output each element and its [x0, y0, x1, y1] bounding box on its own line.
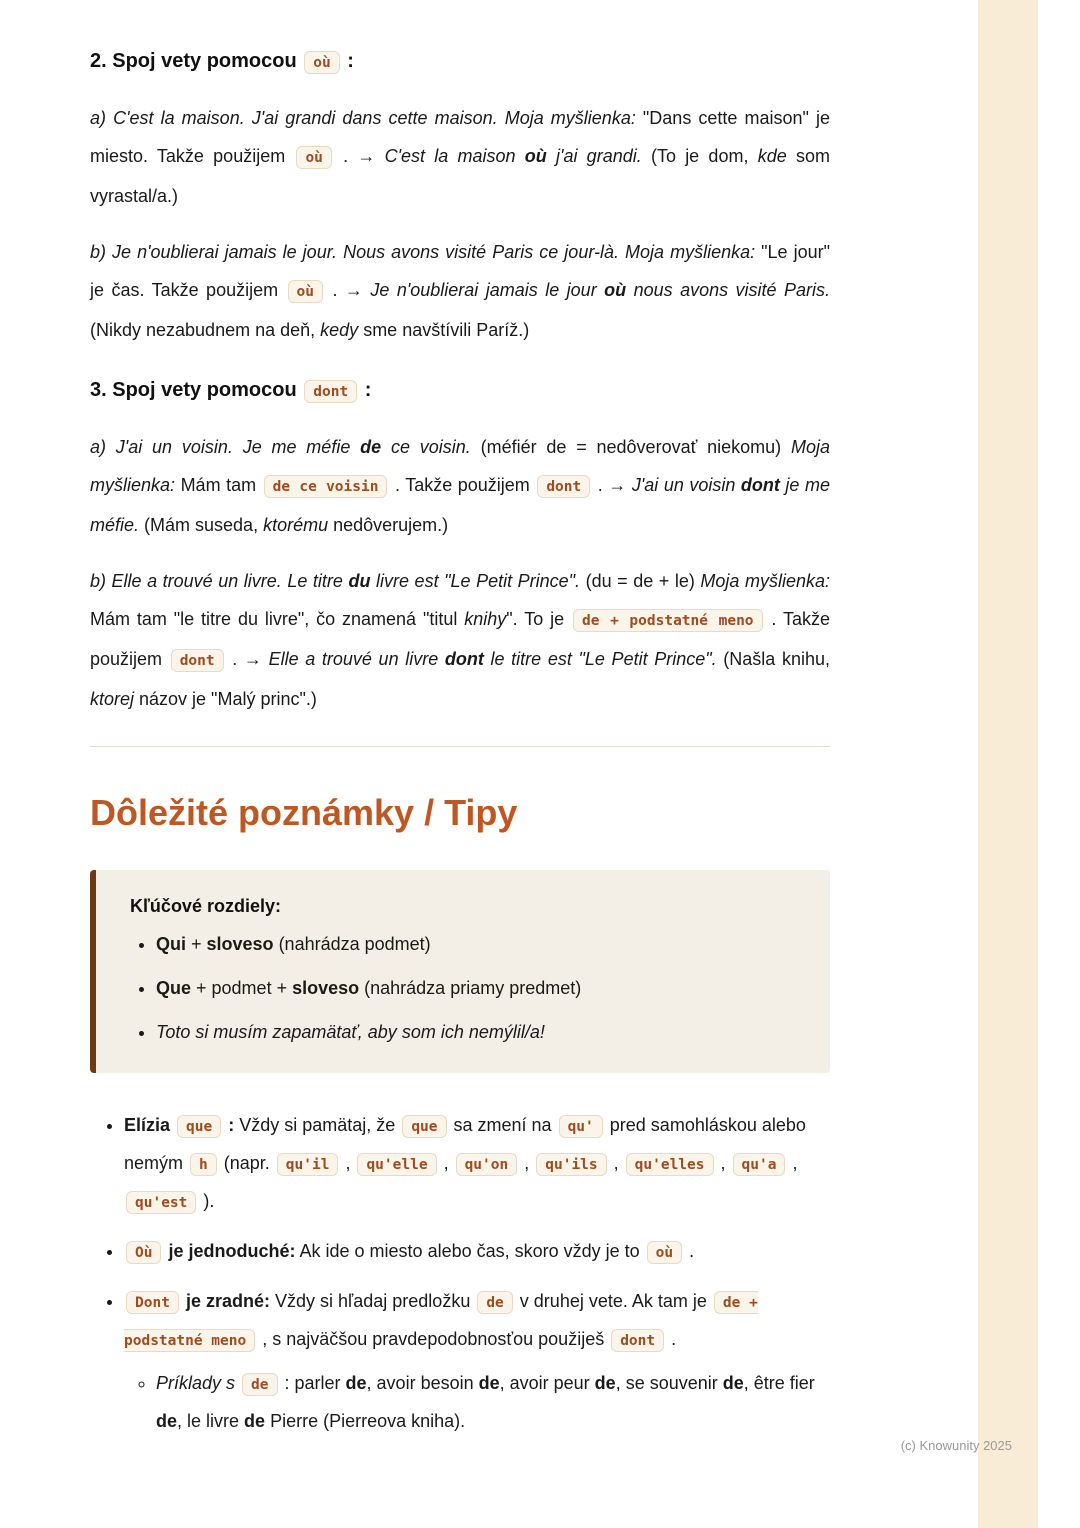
text-run: de: [478, 1373, 500, 1394]
tip-dont-text: [124, 1291, 758, 1349]
text-run: . →: [225, 649, 269, 669]
text-run: :: [341, 50, 354, 72]
text-run: livre est "Le Petit Prince".: [370, 571, 586, 591]
text-run: kedy: [320, 320, 359, 340]
text-run: 2. Spoj vety pomocou: [90, 50, 303, 72]
text-run: (To je dom,: [650, 146, 758, 166]
tip-elision-text: [124, 1115, 806, 1211]
text-run: Moja myšlienka:: [90, 437, 830, 495]
paragraph-2a: [90, 99, 830, 215]
text-run: v druhej vete. Ak tam je: [514, 1291, 712, 1312]
callout-item-que: [156, 973, 802, 1003]
code-chip: dont: [304, 380, 357, 403]
text-run: , se souvenir: [615, 1373, 723, 1394]
text-run: pred samohláskou alebo nemým: [124, 1115, 806, 1174]
text-run: ).: [198, 1191, 215, 1212]
code-chip: de + podstatné meno: [573, 609, 763, 632]
text-run: ktorému: [263, 515, 329, 535]
text-run: de: [156, 1411, 178, 1432]
text-run: . →: [592, 475, 632, 495]
section-divider: [90, 746, 830, 747]
tip-dont-examples: [156, 1365, 830, 1439]
text-run: (nahrádza priamy predmet): [359, 978, 582, 999]
text-run: de: [722, 1373, 744, 1394]
text-run: ktorej: [90, 689, 135, 709]
code-chip: qu'elles: [626, 1153, 714, 1176]
text-run: . →: [325, 280, 371, 300]
text-run: , avoir besoin: [366, 1373, 479, 1394]
text-run: (Nikdy nezabudnem na deň,: [90, 320, 321, 340]
text-run: Que: [156, 978, 192, 999]
code-chip: dont: [611, 1329, 664, 1352]
text-run: de: [345, 1373, 367, 1394]
code-chip: de: [242, 1373, 277, 1396]
code-chip: de: [477, 1291, 512, 1314]
text-run: Pierre (Pierreova kniha).: [265, 1411, 466, 1432]
text-run: nous avons visité Paris.: [626, 280, 831, 300]
code-chip: qu'on: [456, 1153, 518, 1176]
code-chip: où: [296, 146, 331, 169]
text-run: j'ai grandi.: [546, 146, 651, 166]
text-run: ,: [340, 1153, 356, 1174]
text-run: :: [359, 379, 372, 401]
code-chip: de ce voisin: [264, 475, 388, 498]
code-chip: qu': [559, 1115, 603, 1138]
code-chip: qu'elle: [357, 1153, 436, 1176]
text-run: Moja myšlienka:: [700, 571, 830, 591]
text-run: le titre est "Le Petit Prince".: [483, 649, 724, 669]
text-run: Elízia: [124, 1115, 176, 1136]
text-run: a) C'est la maison. J'ai grandi dans cette maison. Moja myšlienka:: [90, 108, 643, 128]
callout-title: Kľúčové rozdiely:: [130, 896, 281, 917]
text-run: où: [524, 146, 547, 166]
text-run: .: [684, 1241, 695, 1262]
text-run: je me méfie.: [90, 475, 830, 535]
text-run: ,: [715, 1153, 731, 1174]
text-run: sa zmení na: [448, 1115, 557, 1136]
text-run: Je n'oublierai jamais le jour: [370, 280, 605, 300]
callout-item-reminder: [156, 1017, 802, 1047]
tip-elision: [124, 1107, 830, 1221]
text-run: b) Je n'oublierai jamais le jour. Nous avons visité Paris ce jour-là. Moja myšlienka:: [90, 242, 762, 262]
code-chip: Dont: [126, 1291, 179, 1314]
text-run: ". To je: [506, 609, 572, 629]
code-chip: qu'ils: [536, 1153, 606, 1176]
text-run: Mám tam "le titre du livre", čo znamená "titul: [90, 609, 465, 629]
text-run: (méfiér de = nedôverovať niekomu): [480, 437, 791, 457]
text-run: b) Elle a trouvé un livre. Le titre: [90, 571, 349, 591]
text-run: , le livre: [177, 1411, 245, 1432]
code-chip: qu'est: [126, 1191, 196, 1214]
tip-dont-examples-text: [156, 1373, 815, 1431]
copyright: (c) Knowunity 2025: [900, 1438, 1012, 1453]
text-run: 3. Spoj vety pomocou: [90, 379, 303, 401]
text-run: (nahrádza podmet): [273, 934, 431, 955]
section-2-heading: [90, 50, 830, 73]
text-run: ,: [438, 1153, 454, 1174]
text-run: kde: [757, 146, 787, 166]
notes-heading: Dôležité poznámky / Tipy: [90, 792, 518, 833]
text-run: Vždy si hľadaj predložku: [269, 1291, 476, 1312]
text-run: de: [244, 1411, 266, 1432]
text-run: : parler: [279, 1373, 346, 1394]
text-run: "Dans cette maison" je miesto. Takže použijem: [90, 108, 830, 166]
code-chip: de + podstatné meno: [124, 1291, 758, 1352]
text-run: knihy: [464, 609, 507, 629]
text-run: J'ai un voisin: [631, 475, 741, 495]
tip-dont: [124, 1283, 830, 1439]
page-edge-strip: [978, 0, 1038, 1528]
text-run: dont: [740, 475, 780, 495]
text-run: , avoir peur: [499, 1373, 595, 1394]
code-chip: où: [647, 1241, 682, 1264]
text-run: C'est la maison: [384, 146, 525, 166]
text-run: Mám tam: [180, 475, 262, 495]
section-3-heading: [90, 379, 830, 402]
text-run: où: [604, 280, 627, 300]
tip-ou-text: [124, 1241, 694, 1261]
text-run: de: [594, 1373, 616, 1394]
code-chip: que: [177, 1115, 221, 1138]
code-chip: où: [304, 51, 339, 74]
code-chip: dont: [537, 475, 590, 498]
code-chip: qu'a: [733, 1153, 786, 1176]
text-run: Vždy si pamätaj, že: [234, 1115, 401, 1136]
code-chip: Où: [126, 1241, 161, 1264]
callout-list: [130, 929, 802, 1047]
text-run: nedôverujem.): [328, 515, 449, 535]
text-run: dont: [444, 649, 484, 669]
text-run: a) J'ai un voisin. Je me méfie: [90, 437, 361, 457]
code-chip: où: [288, 280, 323, 303]
text-run: sloveso: [292, 978, 360, 999]
text-run: Elle a trouvé un livre: [268, 649, 445, 669]
tip-dont-sublist: [124, 1365, 830, 1439]
text-run: ,: [519, 1153, 535, 1174]
text-run: + podmet +: [191, 978, 293, 999]
code-chip: qu'il: [277, 1153, 339, 1176]
callout-item-qui: [156, 929, 802, 959]
text-run: .: [666, 1329, 677, 1350]
text-run: . →: [333, 146, 385, 166]
text-run: , être fier: [743, 1373, 815, 1394]
text-run: :: [223, 1115, 235, 1136]
text-run: Toto si musím zapamätať, aby som ich nemýlil/a!: [156, 1022, 545, 1043]
text-run: , s najväčšou pravdepodobnosťou použiješ: [257, 1329, 610, 1350]
text-run: ,: [787, 1153, 798, 1174]
text-run: . Takže použijem: [90, 609, 830, 669]
text-run: (napr.: [218, 1153, 275, 1174]
text-run: "Le jour" je čas. Takže použijem: [90, 242, 830, 300]
text-run: du: [348, 571, 371, 591]
text-run: (Našla knihu,: [723, 649, 830, 669]
text-run: je jednoduché:: [168, 1241, 296, 1262]
key-differences-callout: [90, 870, 830, 1073]
text-run: je zradné:: [185, 1291, 270, 1312]
text-run: sloveso: [206, 934, 274, 955]
text-run: (du = de + le): [585, 571, 701, 591]
paragraph-2b: [90, 233, 830, 349]
code-chip: dont: [171, 649, 224, 672]
paragraph-3a: [90, 428, 830, 544]
paragraph-3b: [90, 562, 830, 718]
text-run: názov je "Malý princ".): [134, 689, 317, 709]
text-run: +: [186, 934, 207, 955]
code-chip: h: [190, 1153, 217, 1176]
text-run: Ak ide o miesto alebo čas, skoro vždy je to: [295, 1241, 645, 1262]
text-run: . Takže použijem: [389, 475, 536, 495]
tip-ou: [124, 1233, 830, 1271]
text-run: (Mám suseda,: [144, 515, 264, 535]
text-run: sme navštívili Paríž.): [358, 320, 530, 340]
code-chip: que: [402, 1115, 446, 1138]
text-run: ce voisin.: [381, 437, 481, 457]
tips-list: [90, 1107, 830, 1439]
text-run: som vyrastal/a.): [90, 146, 830, 206]
content-column: [90, 50, 830, 1451]
text-run: de: [360, 437, 382, 457]
text-run: ,: [608, 1153, 624, 1174]
text-run: Qui: [156, 934, 186, 955]
text-run: Príklady s: [156, 1373, 241, 1394]
